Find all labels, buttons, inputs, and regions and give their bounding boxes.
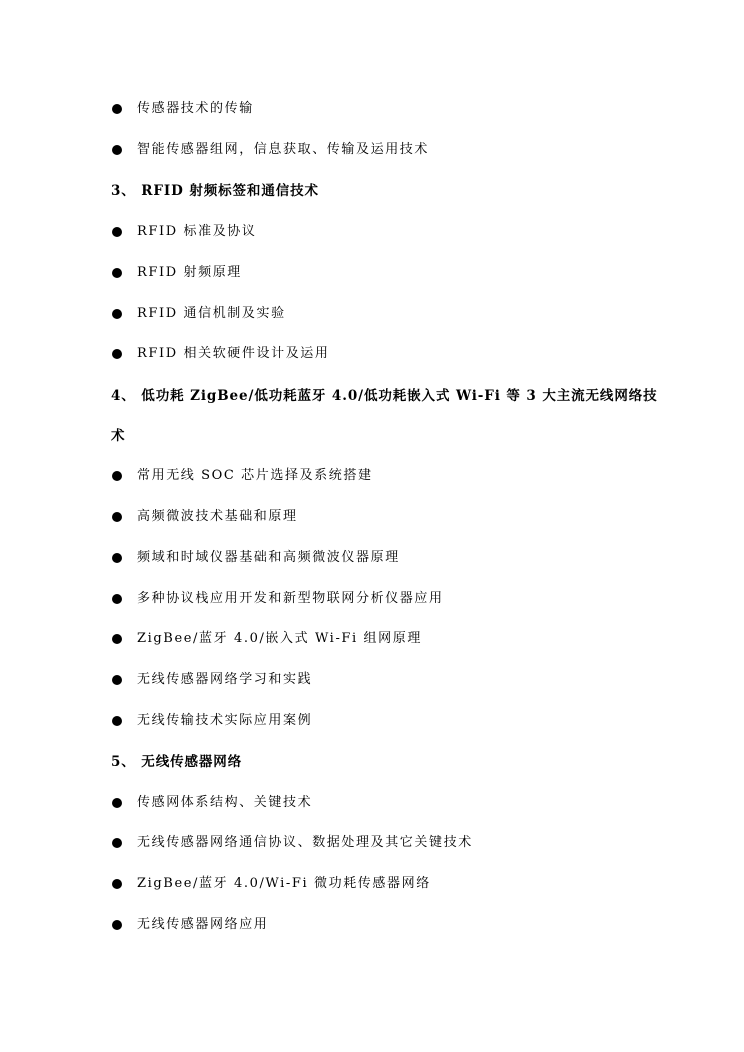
section-heading	[0, 751, 744, 773]
bullet-item	[0, 139, 744, 161]
bullet-icon	[112, 879, 122, 889]
bullet-item	[0, 710, 744, 732]
bullet-item	[0, 628, 744, 650]
bullet-item	[0, 873, 744, 895]
bullet-icon	[112, 512, 122, 522]
bullet-icon	[112, 227, 122, 237]
bullet-text: 无线传感器网络学习和实践	[137, 672, 313, 687]
bullet-icon	[112, 145, 122, 155]
bullet-text: 无线传感器网络应用	[137, 917, 269, 932]
bullet-item	[0, 792, 744, 814]
bullet-item	[0, 465, 744, 487]
bullet-icon	[112, 268, 122, 278]
section-heading-text: 术	[111, 428, 126, 444]
bullet-text: 无线传输技术实际应用案例	[137, 713, 313, 728]
bullet-item	[0, 832, 744, 854]
bullet-item	[0, 547, 744, 569]
bullet-icon	[112, 309, 122, 319]
bullet-text: 多种协议栈应用开发和新型物联网分析仪器应用	[137, 591, 444, 606]
bullet-icon	[112, 675, 122, 685]
bullet-item	[0, 303, 744, 325]
bullet-text: ZigBee/蓝牙 4.0/嵌入式 Wi-Fi 组网原理	[137, 631, 422, 646]
bullet-text: RFID 相关软硬件设计及运用	[137, 346, 330, 361]
bullet-icon	[112, 594, 122, 604]
section-heading-text: 5、 无线传感器网络	[111, 754, 243, 770]
bullet-item	[0, 221, 744, 243]
bullet-text: 智能传感器组网，信息获取、传输及运用技术	[137, 142, 430, 157]
bullet-text: 高频微波技术基础和原理	[137, 509, 298, 524]
bullet-icon	[112, 838, 122, 848]
bullet-text: 频域和时域仪器基础和高频微波仪器原理	[137, 550, 400, 565]
bullet-icon	[112, 471, 122, 481]
bullet-item	[0, 588, 744, 610]
bullet-text: RFID 通信机制及实验	[137, 306, 286, 321]
bullet-icon	[112, 920, 122, 930]
bullet-item	[0, 669, 744, 691]
section-heading-text: 4、 低功耗 ZigBee/低功耗蓝牙 4.0/低功耗嵌入式 Wi-Fi 等 3 大主流无线网络技	[111, 388, 658, 404]
bullet-text: ZigBee/蓝牙 4.0/Wi-Fi 微功耗传感器网络	[137, 876, 431, 891]
bullet-icon	[112, 634, 122, 644]
bullet-text: 常用无线 SOC 芯片选择及系统搭建	[137, 468, 373, 483]
bullet-item	[0, 506, 744, 528]
bullet-icon	[112, 553, 122, 563]
bullet-item	[0, 343, 744, 365]
section-heading	[0, 385, 744, 407]
bullet-icon	[112, 349, 122, 359]
bullet-item	[0, 98, 744, 120]
bullet-text: 传感器技术的传输	[137, 101, 254, 116]
bullet-text: 无线传感器网络通信协议、数据处理及其它关键技术	[137, 835, 473, 850]
bullet-icon	[112, 716, 122, 726]
bullet-text: RFID 射频原理	[137, 265, 242, 280]
bullet-item	[0, 914, 744, 936]
bullet-item	[0, 262, 744, 284]
bullet-text: RFID 标准及协议	[137, 224, 257, 239]
section-heading-text: 3、 RFID 射频标签和通信技术	[111, 183, 319, 199]
section-heading	[0, 180, 744, 202]
section-heading-continued	[0, 425, 744, 447]
bullet-icon	[112, 798, 122, 808]
bullet-text: 传感网体系结构、关键技术	[137, 795, 313, 810]
bullet-icon	[112, 104, 122, 114]
